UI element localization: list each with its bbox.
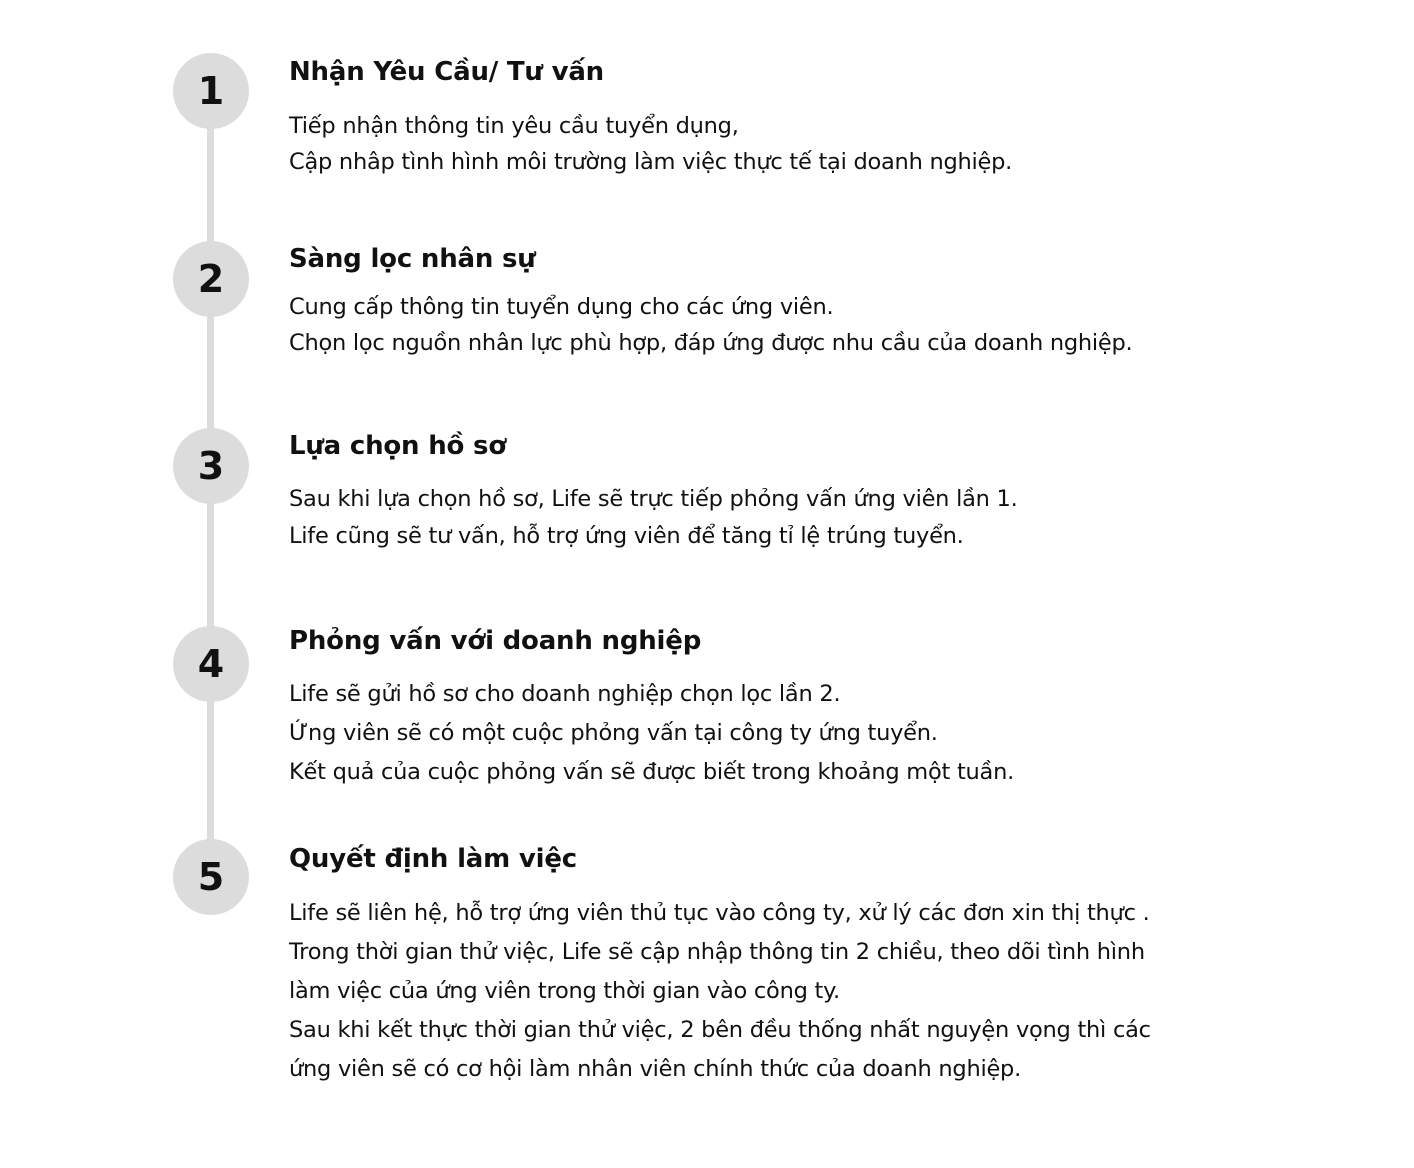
step-5-description bbox=[289, 894, 1249, 1089]
step-4-number-badge: 4 bbox=[173, 626, 249, 702]
step-3-line: Sau khi lựa chọn hồ sơ, Life sẽ trực tiếp phỏng vấn ứng viên lần 1. bbox=[289, 486, 1018, 512]
step-5-line: làm việc của ứng viên trong thời gian vào công ty. bbox=[289, 978, 840, 1004]
step-5-title: Quyết định làm việc bbox=[289, 844, 577, 874]
step-2-description bbox=[289, 289, 1249, 361]
step-4-description bbox=[289, 675, 1249, 792]
step-3-line: Life cũng sẽ tư vấn, hỗ trợ ứng viên để tăng tỉ lệ trúng tuyển. bbox=[289, 523, 964, 549]
step-4-title: Phỏng vấn với doanh nghiệp bbox=[289, 626, 702, 656]
step-4-line: Life sẽ gửi hồ sơ cho doanh nghiệp chọn lọc lần 2. bbox=[289, 681, 841, 707]
step-2-number-badge: 2 bbox=[173, 241, 249, 317]
step-1-line: Tiếp nhận thông tin yêu cầu tuyển dụng, bbox=[289, 113, 739, 139]
step-5-line: Life sẽ liên hệ, hỗ trợ ứng viên thủ tục vào công ty, xử lý các đơn xin thị thực . bbox=[289, 900, 1150, 926]
step-5-line: Sau khi kết thực thời gian thử việc, 2 bên đều thống nhất nguyện vọng thì các bbox=[289, 1017, 1151, 1043]
step-1-title: Nhận Yêu Cầu/ Tư vấn bbox=[289, 57, 604, 87]
step-5-line: ứng viên sẽ có cơ hội làm nhân viên chính thức của doanh nghiệp. bbox=[289, 1056, 1021, 1082]
step-3-description bbox=[289, 481, 1249, 555]
step-5-number-badge: 5 bbox=[173, 839, 249, 915]
step-3-number-badge: 3 bbox=[173, 428, 249, 504]
step-1-description bbox=[289, 108, 1249, 180]
step-2-line: Cung cấp thông tin tuyển dụng cho các ứng viên. bbox=[289, 294, 834, 320]
step-3-title: Lựa chọn hồ sơ bbox=[289, 431, 506, 461]
step-2-title: Sàng lọc nhân sự bbox=[289, 244, 536, 274]
step-4-line: Ứng viên sẽ có một cuộc phỏng vấn tại công ty ứng tuyển. bbox=[289, 720, 938, 746]
step-5-line: Trong thời gian thử việc, Life sẽ cập nhập thông tin 2 chiều, theo dõi tình hình bbox=[289, 939, 1145, 965]
step-1-line: Cập nhâp tình hình môi trường làm việc thực tế tại doanh nghiệp. bbox=[289, 149, 1013, 175]
step-2-line: Chọn lọc nguồn nhân lực phù hợp, đáp ứng được nhu cầu của doanh nghiệp. bbox=[289, 330, 1133, 356]
step-4-line: Kết quả của cuộc phỏng vấn sẽ được biết trong khoảng một tuần. bbox=[289, 759, 1014, 785]
step-1-number-badge: 1 bbox=[173, 53, 249, 129]
